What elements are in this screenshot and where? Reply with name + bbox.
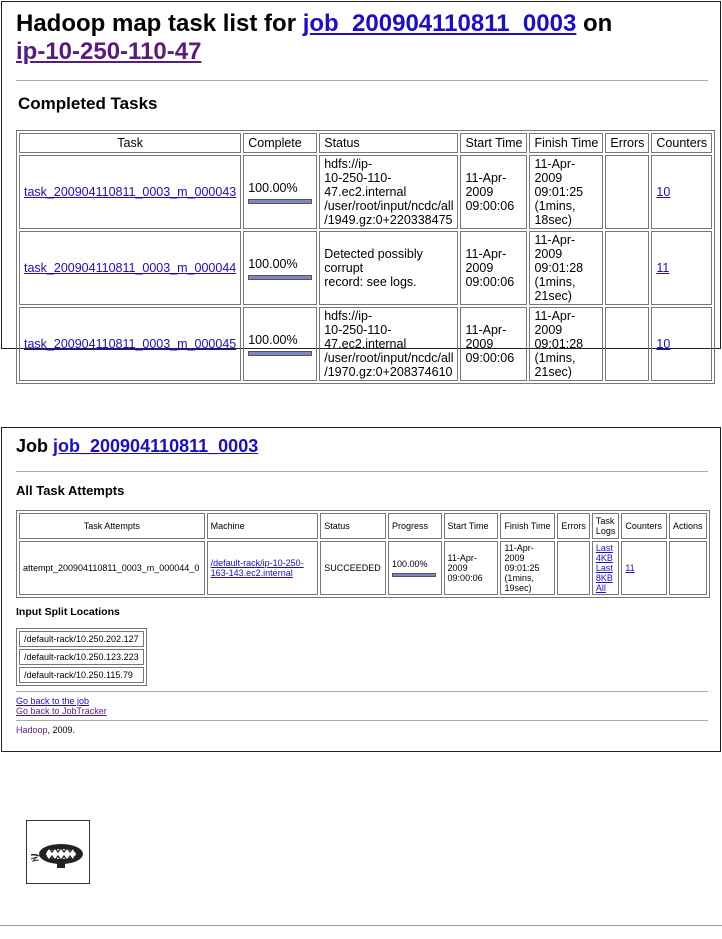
errors-cell [557, 541, 590, 595]
finish-time: 11-Apr-2009 09:01:28 (1mins, 21sec) [529, 231, 603, 305]
section-title: Completed Tasks [18, 94, 158, 113]
progress-bar [248, 275, 312, 280]
finish-time: 11-Apr-2009 09:01:25 (1mins, 19sec) [500, 541, 555, 595]
divider [16, 471, 708, 472]
status-text: Detected possibly corrupt record: see logs. [319, 231, 458, 305]
table-header [19, 513, 707, 539]
errors-cell [605, 307, 649, 381]
errors-cell [605, 155, 649, 229]
complete-percent: 100.00% [248, 332, 298, 347]
col-machine: Machine [207, 513, 319, 539]
counters-link[interactable]: 10 [656, 185, 671, 199]
task-logs-cell [592, 541, 620, 595]
divider [16, 691, 708, 692]
footer-text: , 2009. [47, 725, 76, 735]
split-locations-title: Input Split Locations [16, 606, 120, 618]
hadoop-link[interactable]: Hadoop [16, 725, 48, 735]
title-on: on [576, 10, 613, 37]
log-all-link[interactable]: All [595, 583, 606, 593]
job-link[interactable]: job_200904110811_0003 [53, 436, 259, 456]
counters-link[interactable]: 11 [625, 563, 635, 573]
split-location: /default-rack/10.250.115.79 [19, 667, 144, 683]
table-row [19, 155, 712, 229]
title-prefix: Hadoop map task list for [16, 10, 303, 37]
page-rule [0, 925, 722, 926]
table-header [19, 133, 712, 153]
task-link[interactable]: task_200904110811_0003_m_000044 [24, 261, 237, 275]
col-errors: Errors [557, 513, 590, 539]
divider [16, 720, 708, 721]
footer [16, 725, 75, 735]
table-row [19, 631, 144, 647]
split-locations-table [16, 628, 147, 686]
col-start-time: Start Time [444, 513, 499, 539]
bear-trap-icon [26, 820, 90, 884]
col-progress: Progress [388, 513, 442, 539]
complete-percent: 100.00% [248, 256, 298, 271]
task-link[interactable]: task_200904110811_0003_m_000045 [24, 337, 237, 351]
title-prefix: Job [16, 436, 54, 456]
task-attempts-panel [1, 427, 721, 752]
machine-link[interactable]: /default-rack/ip-10-250-163-143.ec2.internal [210, 558, 304, 578]
start-time: 11-Apr-2009 09:00:06 [460, 307, 527, 381]
col-finish-time: Finish Time [500, 513, 555, 539]
job-title [16, 436, 258, 457]
col-status: Status [319, 133, 458, 153]
col-counters: Counters [621, 513, 667, 539]
col-start-time: Start Time [460, 133, 527, 153]
table-row [19, 231, 712, 305]
task-attempts-table [16, 510, 710, 598]
split-location: /default-rack/10.250.123.223 [19, 649, 144, 665]
col-task-logs: Task Logs [592, 513, 620, 539]
col-counters: Counters [651, 133, 712, 153]
split-location: /default-rack/10.250.202.127 [19, 631, 144, 647]
progress-bar [248, 351, 312, 356]
col-complete: Complete [243, 133, 317, 153]
col-task: Task [19, 133, 241, 153]
col-actions: Actions [669, 513, 707, 539]
complete-percent: 100.00% [248, 180, 298, 195]
finish-time: 11-Apr-2009 09:01:25 (1mins, 18sec) [529, 155, 603, 229]
log-last-4kb-link[interactable]: Last 4KB [595, 543, 613, 563]
errors-cell [605, 231, 649, 305]
start-time: 11-Apr-2009 09:00:06 [460, 155, 527, 229]
page-title [16, 10, 706, 66]
status-text: hdfs://ip- 10-250-110-47.ec2.internal /user/root/input/ncdc/all /1949.gz:0+220338475 [319, 155, 458, 229]
actions-cell [669, 541, 707, 595]
task-list-panel [1, 1, 721, 379]
table-row [19, 541, 707, 595]
attempt-status: SUCCEEDED [320, 541, 386, 595]
col-finish-time: Finish Time [529, 133, 603, 153]
counters-link[interactable]: 11 [656, 261, 670, 275]
nav-links [16, 696, 107, 716]
host-link[interactable]: ip-10-250-110-47 [16, 38, 202, 65]
completed-tasks-table [16, 130, 715, 384]
col-status: Status [320, 513, 386, 539]
section-title: All Task Attempts [16, 483, 125, 498]
start-time: 11-Apr-2009 09:00:06 [460, 231, 527, 305]
col-errors: Errors [605, 133, 649, 153]
start-time: 11-Apr-2009 09:00:06 [444, 541, 499, 595]
trap-drawing [27, 821, 89, 883]
status-text: hdfs://ip- 10-250-110-47.ec2.internal /user/root/input/ncdc/all /1970.gz:0+208374610 [319, 307, 458, 381]
table-row [19, 307, 712, 381]
log-last-8kb-link[interactable]: Last 8KB [595, 563, 613, 583]
back-to-job-link[interactable]: Go back to the job [16, 696, 90, 706]
task-link[interactable]: task_200904110811_0003_m_000043 [24, 185, 237, 199]
back-to-jobtracker-link[interactable]: Go back to JobTracker [16, 706, 107, 716]
progress-percent: 100.00% [391, 559, 428, 569]
job-link[interactable]: job_200904110811_0003 [302, 10, 577, 37]
progress-bar [248, 199, 312, 204]
table-row [19, 649, 144, 665]
attempt-id: attempt_200904110811_0003_m_000044_0 [19, 541, 205, 595]
progress-bar [392, 573, 436, 577]
table-row [19, 667, 144, 683]
finish-time: 11-Apr-2009 09:01:28 (1mins, 21sec) [529, 307, 603, 381]
col-task-attempts: Task Attempts [19, 513, 205, 539]
counters-link[interactable]: 10 [656, 337, 671, 351]
divider [16, 80, 708, 81]
